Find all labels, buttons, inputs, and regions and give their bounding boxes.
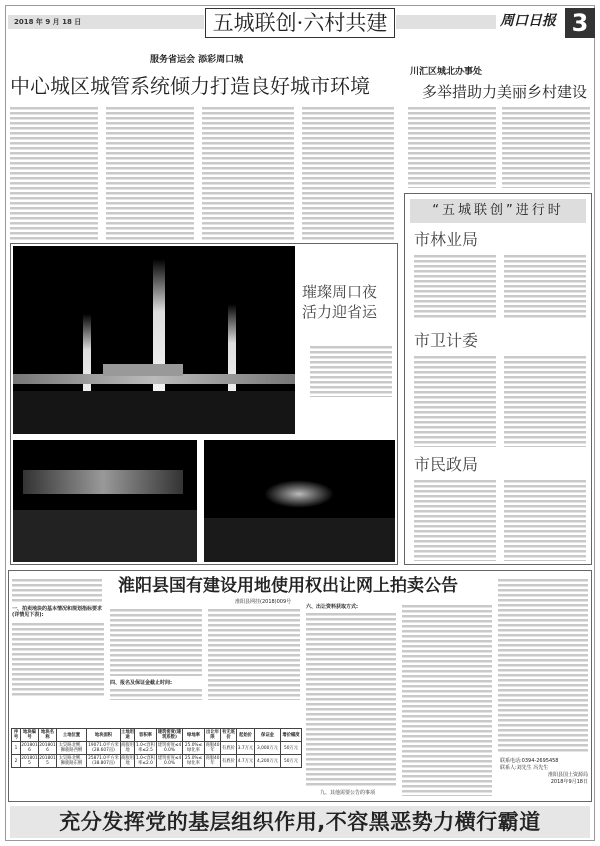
column-body	[414, 479, 496, 561]
notice-body	[12, 622, 104, 696]
table-cell: 1.0<容积率≤2.5	[135, 743, 156, 753]
table-cell: 商服用地	[121, 743, 134, 753]
notice-body	[110, 688, 202, 700]
photo-title-line: 活力迎省运	[302, 303, 378, 321]
table-header-cell: 出让年限	[206, 730, 219, 740]
table-body	[12, 742, 302, 768]
table-header-cell: 增价幅度	[281, 729, 302, 742]
notice-body	[208, 608, 300, 700]
photo-title	[302, 282, 377, 322]
table-cell: 2018016	[39, 743, 56, 753]
table-header-cell: 序号	[12, 729, 21, 742]
table-header-cell: 起始价	[237, 729, 255, 742]
fountain-night-photo	[13, 246, 295, 434]
lead-body-col	[202, 106, 294, 240]
table-cell: 太昊路北侧、狮鹿路西侧	[57, 742, 87, 755]
column-section-heading: 市林业局	[414, 230, 479, 249]
table-cell: 商服40年	[205, 756, 220, 766]
column-box-title: “五城联创”进行时	[410, 199, 586, 223]
table-cell: 2	[12, 755, 21, 768]
table-header-cell: 建筑密度(建筑系数)	[157, 730, 182, 740]
side-body-col	[502, 106, 590, 188]
lead-body-col	[10, 106, 98, 240]
issuer: 淮阳县国土资源局	[547, 772, 588, 778]
column-body	[414, 254, 496, 318]
table-cell: 2018015	[21, 756, 38, 766]
issue-date: 2018 年 9 月 18 日	[8, 15, 204, 29]
table-cell: 25.0%≤绿化率	[183, 755, 205, 768]
table-header-cell: 土地用途	[121, 730, 134, 740]
issue-date-footer: 2018年9月18日	[550, 779, 588, 785]
table-cell: 1.0<容积率≤2.0	[135, 756, 156, 766]
plaza-night-photo	[204, 440, 395, 562]
lead-body-col	[302, 106, 394, 240]
table-cell: 3.7万元	[237, 742, 255, 755]
table-cell: 2018015	[39, 756, 56, 766]
contact-person: 联系人:刘先生 冯先生	[500, 765, 549, 771]
column-section-heading: 市民政局	[414, 455, 479, 474]
land-parcel-table	[11, 728, 302, 768]
notice-body	[12, 578, 102, 604]
table-cell: 25.0%≤绿化率	[183, 742, 205, 755]
table-header-cell: 地块面积	[87, 729, 121, 742]
contact-phone: 联系电话:0394-2695458	[500, 758, 559, 764]
lead-kicker: 服务省运会 添彩周口城	[150, 55, 244, 65]
paper-logo: 周口日报	[500, 13, 556, 29]
side-kicker: 川汇区城北办事处	[410, 67, 483, 77]
column-body	[504, 479, 586, 561]
notice-body	[402, 604, 492, 796]
side-body-col	[408, 106, 496, 188]
table-header-cell: 绿地率	[183, 729, 205, 742]
photo-title-line: 璀璨周口夜	[302, 283, 378, 301]
notice-body	[498, 578, 588, 754]
header-bar	[396, 15, 496, 29]
table-cell: 50万元	[281, 742, 302, 755]
table-cell: 太昊路北侧、狮鹿路东侧	[57, 755, 87, 768]
notice-heading: 四、报名及保证金截止时间:	[110, 680, 173, 686]
table-cell: 19071.0平方米(28.607亩)	[88, 743, 119, 753]
column-body	[504, 355, 586, 447]
notice-title: 淮阳县国有建设用地使用权出让网上拍卖公告	[118, 576, 458, 596]
lead-headline: 中心城区城管系统倾力打造良好城市环境	[10, 74, 370, 98]
bottom-banner: 充分发挥党的基层组织作用,不容黑恶势力横行霸道	[10, 806, 590, 838]
table-cell: 4.7万元	[237, 755, 255, 768]
photo-caption	[310, 345, 392, 397]
table-cell: 商服40年	[205, 743, 220, 753]
table-cell: 有底价	[221, 742, 237, 755]
table-cell: 建筑密度≤40.0%	[157, 756, 182, 766]
table-row	[12, 742, 302, 755]
table-cell: 25871.0平方米(38.807亩)	[88, 756, 119, 766]
table-header-cell: 容积率	[135, 729, 157, 742]
page-number: 3	[565, 8, 595, 38]
table-header-cell: 保证金	[255, 729, 281, 742]
lead-body-col	[106, 106, 194, 240]
column-body	[414, 355, 496, 447]
notice-heading: 六、出让资料获取方式:	[306, 604, 359, 610]
table-cell: 商服用地	[121, 756, 134, 766]
notice-number: 淮阳县网挂(2018)009号	[235, 599, 292, 605]
notice-heading: 九、其他需要公告的事项	[320, 790, 376, 796]
notice-heading: 一、拍卖地块的基本情况和规划指标要求(详情见下表):	[12, 606, 103, 618]
column-body	[504, 254, 586, 318]
column-section-heading: 市卫计委	[414, 331, 479, 350]
table-cell: 1	[12, 742, 21, 755]
table-cell: 50万元	[281, 755, 302, 768]
table-cell: 2018016	[21, 743, 38, 753]
table-row	[12, 755, 302, 768]
table-header-cell: 有无底价	[222, 730, 235, 740]
table-header-cell: 地块名称	[39, 729, 57, 742]
table-header-cell: 土地位置	[57, 729, 87, 742]
section-title: 五城联创·六村共建	[205, 8, 395, 38]
table-header-cell: 地块编号	[21, 729, 39, 742]
table-cell: 有底价	[221, 755, 237, 768]
notice-body	[306, 612, 396, 786]
square-night-photo	[13, 440, 197, 562]
notice-contact	[500, 758, 588, 786]
table-cell: 4,200万元	[255, 755, 281, 768]
side-headline: 多举措助力美丽乡村建设	[422, 83, 588, 101]
table-header-row	[12, 729, 302, 742]
table-cell: 建筑密度≤40.0%	[157, 743, 182, 753]
table-cell: 3,000万元	[255, 742, 281, 755]
notice-body	[110, 608, 202, 676]
